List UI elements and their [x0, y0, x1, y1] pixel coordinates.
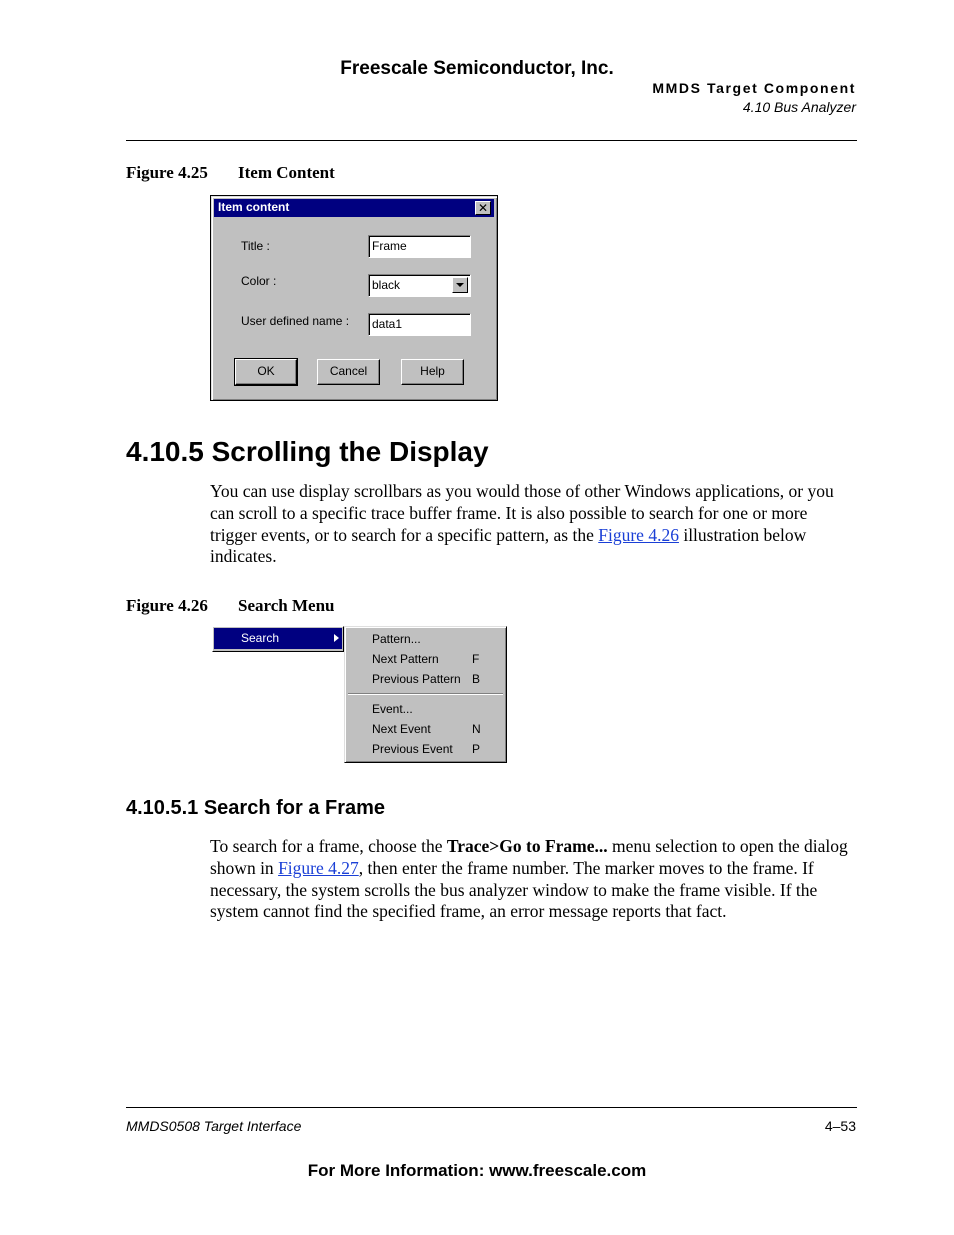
figure-title: Search Menu [238, 596, 335, 615]
more-info-line: For More Information: www.freescale.com [307, 1161, 647, 1180]
footer-page-number: 4–53 [824, 1118, 856, 1134]
menu-item-pattern[interactable]: Pattern... [372, 632, 421, 646]
section-heading-4-10-5-1: 4.10.5.1 Search for a Frame [126, 797, 386, 819]
color-label: Color : [241, 274, 277, 288]
paragraph-text: illustration below indicates. [210, 524, 807, 567]
section-4-10-5-1-paragraph [210, 836, 857, 923]
header-section: 4.10 Bus Analyzer [742, 99, 856, 115]
title-label: Title : [241, 239, 270, 253]
color-select[interactable] [368, 274, 471, 297]
paragraph-text: menu selection to open the dialog shown in [210, 836, 848, 878]
paragraph-text: To search for a frame, choose the [210, 836, 447, 856]
menu-item-label: Search [241, 631, 280, 645]
paragraph-text: , then enter the frame number. The marker moves to the frame. If necessary, the system scrolls the bus analyzer window to make the frame visible. If the system cannot find the specified frame, an error message reports that fact. [210, 857, 818, 922]
menu-item-previous-event[interactable]: Previous Event [372, 742, 453, 756]
paragraph-text: You can use display scrollbars as you would those of other Windows applications, or you can scroll to a specific trace buffer frame. It is also possible to search for one or more trigger events, or to search for a specific pattern, as the [210, 481, 834, 545]
chevron-down-icon[interactable] [452, 277, 468, 293]
section-4-10-5-paragraph [210, 481, 857, 568]
menu-item-event[interactable]: Event... [372, 702, 413, 716]
header-component: MMDS Target Component [652, 80, 856, 96]
figure-caption-4-25 [126, 163, 335, 183]
figure-number: Figure 4.25 [126, 163, 208, 182]
user-defined-name-input[interactable]: data1 [368, 313, 471, 336]
title-input[interactable]: Frame [368, 235, 471, 258]
item-content-dialog [210, 195, 498, 401]
menu-path-text: Trace>Go to Frame... [446, 836, 608, 856]
shortcut-key: P [472, 742, 481, 756]
figure-title: Item Content [238, 163, 335, 182]
cancel-button[interactable]: Cancel [317, 359, 380, 385]
close-icon[interactable]: ✕ [475, 201, 491, 215]
figure-4-27-link[interactable]: Figure 4.27 [278, 857, 359, 878]
shortcut-key: B [472, 672, 481, 686]
footer-rule [126, 1107, 857, 1108]
header-rule [126, 140, 857, 141]
color-select-value: black [372, 278, 401, 292]
user-defined-name-label: User defined name : [241, 314, 350, 328]
shortcut-key: N [472, 722, 481, 736]
menu-item-previous-pattern[interactable]: Previous Pattern [372, 672, 461, 686]
dialog-title: Item content [218, 200, 290, 214]
search-submenu [344, 626, 507, 763]
figure-caption-4-26 [126, 596, 335, 616]
figure-4-26-link[interactable]: Figure 4.26 [598, 524, 679, 545]
help-button[interactable]: Help [401, 359, 464, 385]
section-heading-4-10-5: 4.10.5 Scrolling the Display [126, 436, 489, 467]
menu-item-search[interactable] [214, 628, 342, 649]
chevron-right-icon [334, 634, 339, 642]
ok-button[interactable]: OK [235, 359, 297, 385]
trace-menu [212, 626, 344, 652]
shortcut-key: F [472, 652, 480, 666]
menu-item-next-pattern[interactable]: Next Pattern [372, 652, 439, 666]
company-name: Freescale Semiconductor, Inc. [340, 58, 614, 79]
dialog-titlebar[interactable] [214, 199, 494, 217]
footer-document-title: MMDS0508 Target Interface [126, 1118, 302, 1134]
menu-item-next-event[interactable]: Next Event [372, 722, 431, 736]
menu-separator [348, 693, 503, 695]
figure-number: Figure 4.26 [126, 596, 208, 615]
